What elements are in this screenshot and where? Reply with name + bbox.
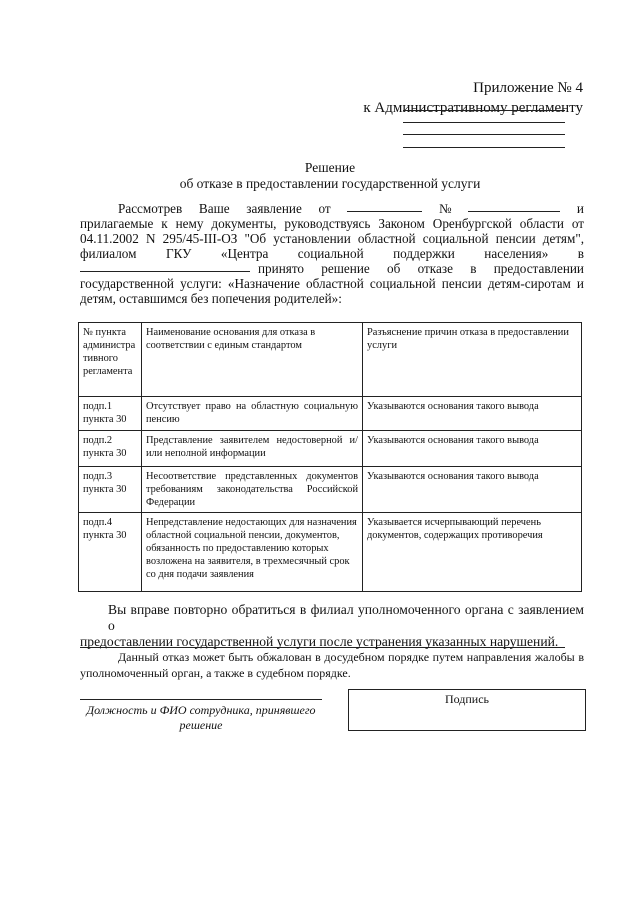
blank-line (403, 110, 565, 111)
table-cell: Указываются основания такого вывода (363, 397, 582, 431)
table-cell: Указываются основания такого вывода (363, 431, 582, 467)
table-row (79, 513, 582, 592)
table-cell: Указываются основания такого вывода (363, 467, 582, 513)
table-cell: Непредставление недостающих для назначения областной социальной пенсии, документов, обязанность по предоставлению которых возложена на заявителя, в трехмесячный срок со дня подачи заявления (142, 513, 363, 592)
intro-line-3: 04.11.2002 N 295/45-III-ОЗ "Об установлении областной социальной пенсии детям", (80, 231, 584, 246)
signature-box[interactable] (348, 689, 586, 731)
intro-line-5 (80, 261, 584, 276)
text: принято решение об отказе в предоставлении (258, 261, 584, 276)
intro-line-7: детям, оставшимся без попечения родителей»: (80, 291, 342, 306)
appendix-number: Приложение № 4 (473, 80, 583, 96)
blank-line (403, 122, 565, 123)
header-cell: № пункта администра тивного регламента (79, 323, 142, 397)
text: от (318, 201, 331, 216)
separator-line (80, 647, 565, 648)
position-caption: Должность и ФИО сотрудника, принявшего решение (86, 703, 316, 732)
table-row (79, 431, 582, 467)
reapply-paragraph (80, 602, 584, 650)
position-signature-line[interactable] (80, 699, 322, 700)
document-subtitle: об отказе в предоставлении государственной услуги (179, 176, 481, 191)
table-row (79, 397, 582, 431)
header-cell: Разъяснение причин отказа в предоставлении услуги (363, 323, 582, 397)
appendix-reference: к Административному регламенту (363, 100, 583, 116)
date-blank[interactable] (347, 201, 422, 212)
text: № (439, 201, 452, 216)
table-cell: Указывается исчерпывающий перечень документов, содержащих противоречия (363, 513, 582, 592)
table-row (79, 467, 582, 513)
table-cell: Отсутствует право на областную социальную пенсию (142, 397, 363, 431)
text: и (576, 201, 584, 216)
intro-line-2: прилагаемые к нему документы, руководствуясь Законом Оренбургской области от (80, 216, 584, 231)
reapply-line-1: Вы вправе повторно обратиться в филиал уполномоченного органа с заявлением о (108, 602, 584, 633)
table-header-row (79, 323, 582, 397)
intro-paragraph (80, 201, 584, 306)
text: Рассмотрев (118, 201, 183, 216)
table-cell: Представление заявителем недостоверной и/или неполной информации (142, 431, 363, 467)
refusal-reasons-table (78, 322, 582, 592)
table-cell: подп.4 пункта 30 (79, 513, 142, 592)
table-cell: подп.2 пункта 30 (79, 431, 142, 467)
intro-line-4: филиалом ГКУ «Центра социальной поддержки населения» в (80, 246, 584, 261)
appeal-line-2: уполномоченный орган, а также в судебном порядке. (80, 666, 351, 680)
text: заявление (246, 201, 302, 216)
reapply-line-2: предоставлении государственной услуги после устранения указанных нарушений. (80, 634, 559, 649)
intro-line-6: государственной услуги: «Назначение областной социальной пенсии детям-сиротам и (80, 276, 584, 291)
branch-blank[interactable] (80, 261, 250, 272)
signature-label: Подпись (444, 692, 490, 706)
document-title: Решение (304, 160, 356, 175)
number-blank[interactable] (468, 201, 560, 212)
header-cell: Наименование основания для отказа в соответствии с единым стандартом (142, 323, 363, 397)
table-cell: Несоответствие представленных документов требованиям законодательства Российской Федерации (142, 467, 363, 513)
blank-line (403, 134, 565, 135)
appeal-line-1: Данный отказ может быть обжалован в досудебном порядке путем направления жалобы в (118, 650, 584, 664)
table-cell: подп.1 пункта 30 (79, 397, 142, 431)
intro-line-1 (80, 201, 584, 216)
appeal-paragraph (80, 649, 584, 681)
text: Ваше (198, 201, 230, 216)
blank-line (403, 147, 565, 148)
table-cell: подп.3 пункта 30 (79, 467, 142, 513)
